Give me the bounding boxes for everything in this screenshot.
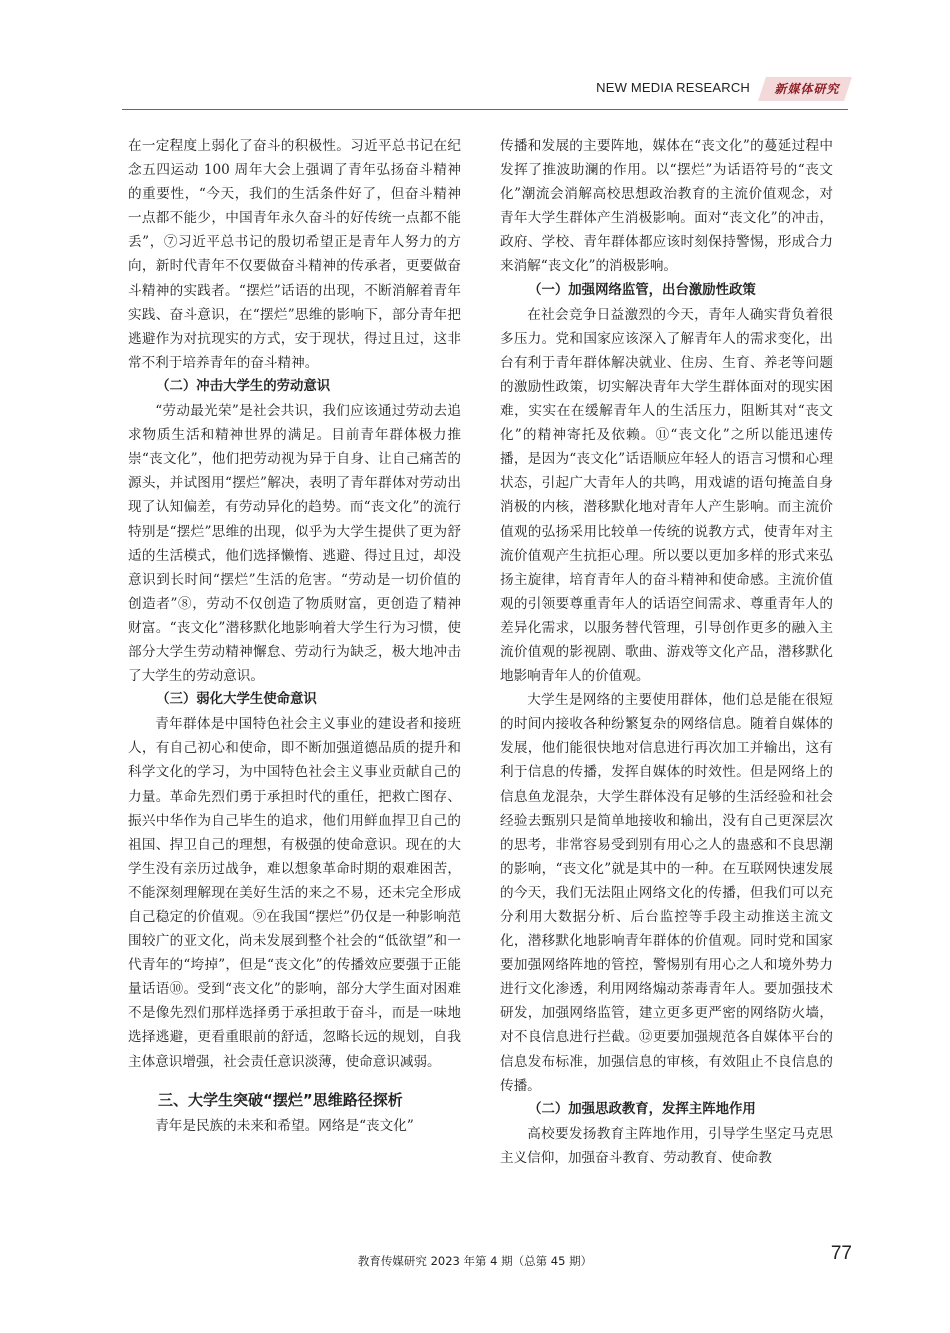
left-column	[128, 134, 461, 1138]
paragraph: 青年群体是中国特色社会主义事业的建设者和接班人，有自己初心和使命，即不断加强道德品质的提升和科学文化的学习，为中国特色社会主义事业贡献自己的力量。革命先烈们勇于承担时代的重任，把救亡图存、振兴中华作为自己毕生的追求，他们用鲜血捍卫自己的祖国、捍卫自己的理想，有极强的使命意识。现在的大学生没有亲历过战争，难以想象革命时期的艰难困苦，不能深刻理解现在美好生活的来之不易，还未完全形成自己稳定的价值观。⑨在我国“摆烂”仍仅是一种影响范围较广的亚文化，尚未发展到整个社会的“低欲望”和一代青年的“垮掉”，但是“丧文化”的传播效应要强于正能量话语⑩。受到“丧文化”的影响，部分大学生面对困难不是像先烈们那样选择勇于承担敢于奋斗，而是一味地选择逃避，更看重眼前的舒适，忽略长远的规划，自我主体意识增强，社会责任意识淡薄，使命意识减弱。	[128, 716, 461, 1070]
paragraph: “劳动最光荣”是社会共识，我们应该通过劳动去追求物质生活和精神世界的满足。目前青年群体极力推崇“丧文化”，他们把劳动视为异于自身、让自己痛苦的源头，并试图用“摆烂”解决，表明了青年群体对劳动出现了认知偏差，有劳动异化的趋势。而“丧文化”的流行特别是“摆烂”思维的出现，似乎为大学生提供了更为舒适的生活模式，他们选择懒惰、逃避、得过且过，却没意识到长时间“摆烂”生活的危害。“劳动是一切价值的创造者”⑧，劳动不仅创造了物质财富，更创造了精神财富。“丧文化”潜移默化地影响着大学生行为习惯，使部分大学生劳动精神懈怠、劳动行为缺乏，极大地冲击了大学生的劳动意识。	[128, 403, 461, 685]
paragraph: 青年是民族的未来和希望。网络是“丧文化”	[155, 1117, 414, 1134]
subsection-heading: （二）冲击大学生的劳动意识	[156, 378, 331, 394]
header-divider	[122, 109, 848, 110]
subsection-heading: （二）加强思政教育，发挥主阵地作用	[528, 1101, 756, 1117]
paragraph: 传播和发展的主要阵地，媒体在“丧文化”的蔓延过程中发挥了推波助澜的作用。以“摆烂”为话语符号的“丧文化”潮流会消解高校思想政治教育的主流价值观念，对青年大学生群体产生消极影响。面对“丧文化”的冲击，政府、学校、青年群体都应该时刻保持警惕，形成合力来消解“丧文化”的消极影响。	[500, 138, 833, 275]
subsection-heading: （三）弱化大学生使命意识	[156, 692, 317, 708]
journal-english-title: NEW MEDIA RESEARCH	[596, 80, 750, 95]
paragraph: 大学生是网络的主要使用群体，他们总是能在很短的时间内接收各种纷繁复杂的网络信息。随着自媒体的发展，他们能很快地对信息进行再次加工并输出，这有利于信息的传播，发挥自媒体的时效性。但是网络上的信息鱼龙混杂，大学生群体没有足够的生活经验和社会经验去甄别只是简单地接收和输出，没有自己更深层次的思考，非常容易受到别有用心之人的蛊惑和不良思潮的影响，“丧文化”就是其中的一种。在互联网快速发展的今天，我们无法阻止网络文化的传播，但我们可以充分利用大数据分析、后台监控等手段主动推送主流文化，潜移默化地影响青年群体的价值观。同时党和国家要加强网络阵地的管控，警惕别有用心之人和境外势力进行文化渗透，利用网络煽动荼毒青年人。要加强技术研发，加强网络监管，建立更多更严密的网络防火墙，对不良信息进行拦截。⑫更要加强规范各自媒体平台的信息发布标准，加强信息的审核，有效阻止不良信息的传播。	[500, 692, 833, 1094]
journal-issue-footer: 教育传媒研究 2023 年第 4 期（总第 45 期）	[357, 1254, 593, 1268]
paragraph: 在社会竞争日益激烈的今天，青年人确实背负着很多压力。党和国家应该深入了解青年人的需求变化，出台有利于青年群体解决就业、住房、生育、养老等问题的激励性政策，切实解决青年大学生群体面对的现实困难，实实在在缓解青年人的生活压力，阻断其对“丧文化”的精神寄托及依赖。⑪“丧文化”之所以能迅速传播，是因为“丧文化”话语顺应年轻人的语言习惯和心理状态，引起广大青年人的共鸣，用戏谑的语句掩盖自身消极的内核，潜移默化地对青年人产生影响。而主流价值观的弘扬采用比较单一传统的说教方式，使青年对主流价值观产生抗拒心理。所以要以更加多样的形式来弘扬主旋律，培育青年人的奋斗精神和使命感。主流价值观的引领要尊重青年人的话语空间需求、尊重青年人的差异化需求，以服务替代管理，引导创作更多的融入主流价值观的影视剧、歌曲、游戏等文化产品，潜移默化地影响青年人的价值观。	[500, 306, 833, 685]
paragraph: 高校要发扬教育主阵地作用，引导学生坚定马克思主义信仰，加强奋斗教育、劳动教育、使命教	[500, 1125, 833, 1166]
right-column	[500, 134, 833, 1170]
section-tag: 新媒体研究	[774, 82, 840, 96]
page-number: 77	[830, 1243, 852, 1264]
section-heading: 三、大学生突破“摆烂”思维路径探析	[158, 1090, 403, 1109]
subsection-heading: （一）加强网络监管，出台激励性政策	[528, 282, 756, 298]
paragraph: 在一定程度上弱化了奋斗的积极性。习近平总书记在纪念五四运动 100 周年大会上强调了青年弘扬奋斗精神的重要性，“今天，我们的生活条件好了，但奋斗精神一点都不能少，中国青年永久奋斗的好传统一点都不能丢”，⑦习近平总书记的殷切希望正是青年人努力的方向，新时代青年不仅要做奋斗精神的传承者，更要做奋斗精神的实践者。“摆烂”话语的出现，不断消解着青年实践、奋斗意识，在“摆烂”思维的影响下，部分青年把逃避作为对抗现实的方式，安于现状，得过且过，这非常不利于培养青年的奋斗精神。	[128, 138, 461, 371]
